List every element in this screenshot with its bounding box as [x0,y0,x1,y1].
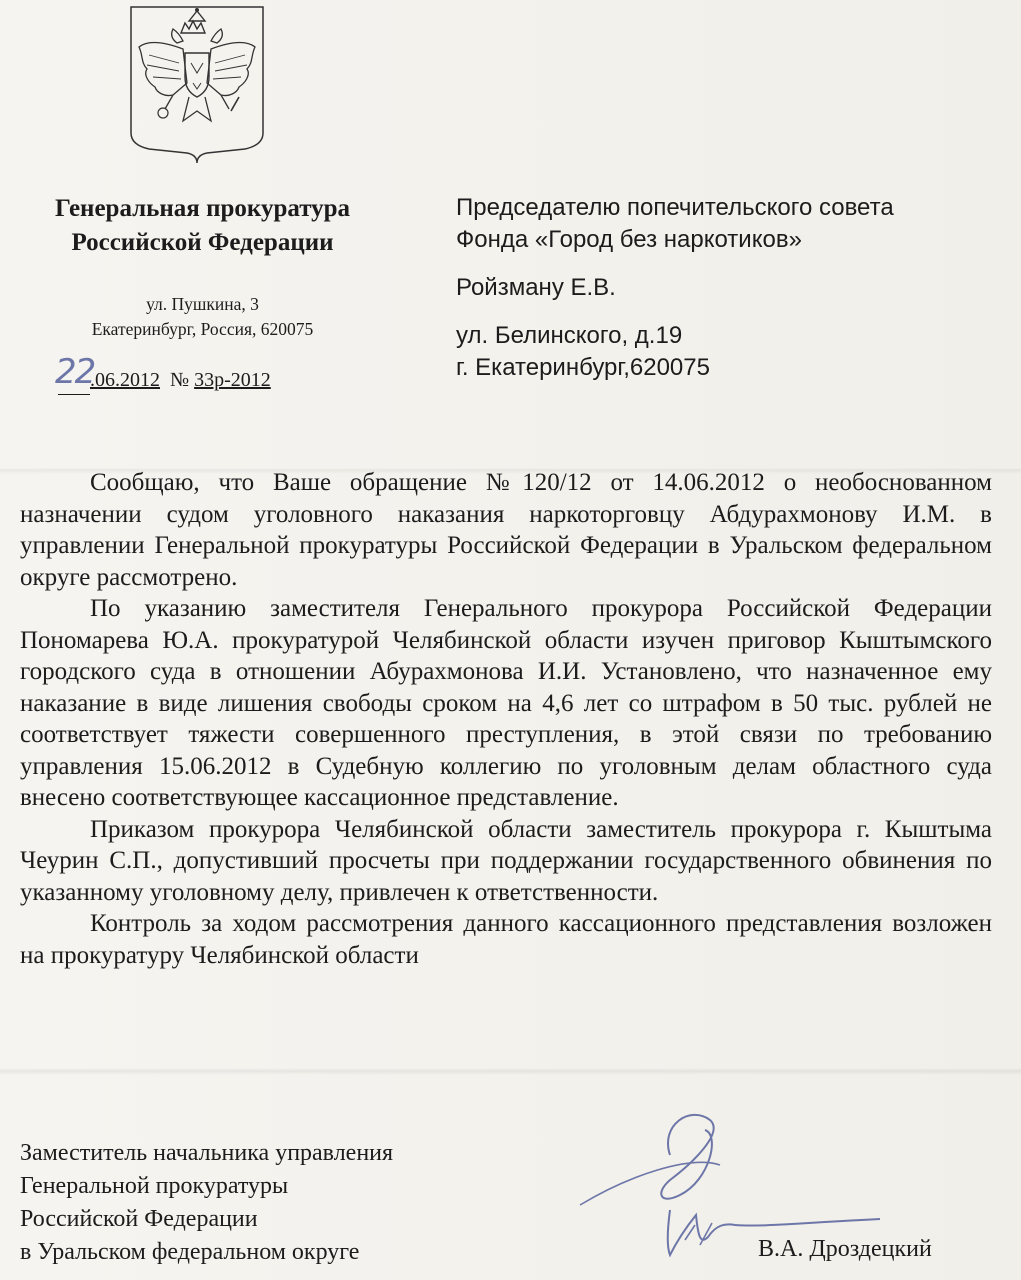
number-sign: № [170,369,190,391]
issuer-organization [20,192,385,260]
letter-number: 33р-2012 [194,369,271,391]
recipient-title-line2: Фонда «Город без наркотиков» [456,226,802,253]
issuer-city: Екатеринбург, Россия, 620075 [91,319,314,339]
recipient-block [456,192,996,384]
position-line1: Заместитель начальника управления [20,1140,394,1166]
recipient-title-line1: Председателю попечительского совета [456,194,894,221]
recipient-city: г. Екатеринбург,620075 [456,354,710,381]
issuer-street: ул. Пушкина, 3 [146,294,259,314]
issuer-name-line1: Генеральная прокуратура [54,195,351,222]
body-paragraph: Контроль за ходом рассмотрения данного кассационного представления возложен на прокуратуру Челябинской области [20,910,992,969]
signatory-position [20,1137,500,1269]
issuer-address [20,292,385,342]
body-paragraph: Приказом прокурора Челябинской области заместитель прокурора г. Кыштыма Чеурин С.П., допустивший просчеты при поддержании государственного обвинения по указанному уголовному делу, привлечен к ответственности. [20,815,992,906]
signer-name: В.А. Дроздецкий [758,1236,932,1262]
date-day-blank [58,366,90,395]
position-line2: Генеральной прокуратуры [20,1173,289,1199]
position-line4: в Уральском федеральном округе [20,1239,360,1265]
letter-body [20,467,992,971]
body-paragraph: По указанию заместителя Генерального прокурора Российской Федерации Пономарева Ю.А. прокуратурой Челябинской области изучен приговор Кыштымского городского суда в отношении Абурахмонова И.И. Установлено, что назначенное ему наказание в виде лишения свободы сроком на 4,6 лет со штрафом в 50 тыс. рублей не соответствует тяжести совершенного преступления, в этой связи по требованию управления 15.06.2012 в Судебную коллегию по уголовным делам областного суда внесено соответствующее кассационное представление. [20,595,992,811]
recipient-street: ул. Белинского, д.19 [456,322,683,349]
position-line3: Российской Федерации [20,1206,258,1232]
recipient-name: Ройзману Е.В. [456,274,616,301]
coat-of-arms-emblem-icon [127,3,267,165]
handwritten-date-day: 22 [55,352,95,392]
letter-date: .06.2012 [90,369,160,391]
reference-line [58,366,358,395]
body-paragraph: Сообщаю, что Ваше обращение №120/12 от 14.06.2012 о необоснованном назначении судом уголовного наказания наркоторговцу Абдурахмонову И.М. в управлении Генеральной прокуратуры Российской Федерации в Уральском федеральном округе рассмотрено. [20,469,992,591]
issuer-name-line2: Российской Федерации [71,229,334,256]
